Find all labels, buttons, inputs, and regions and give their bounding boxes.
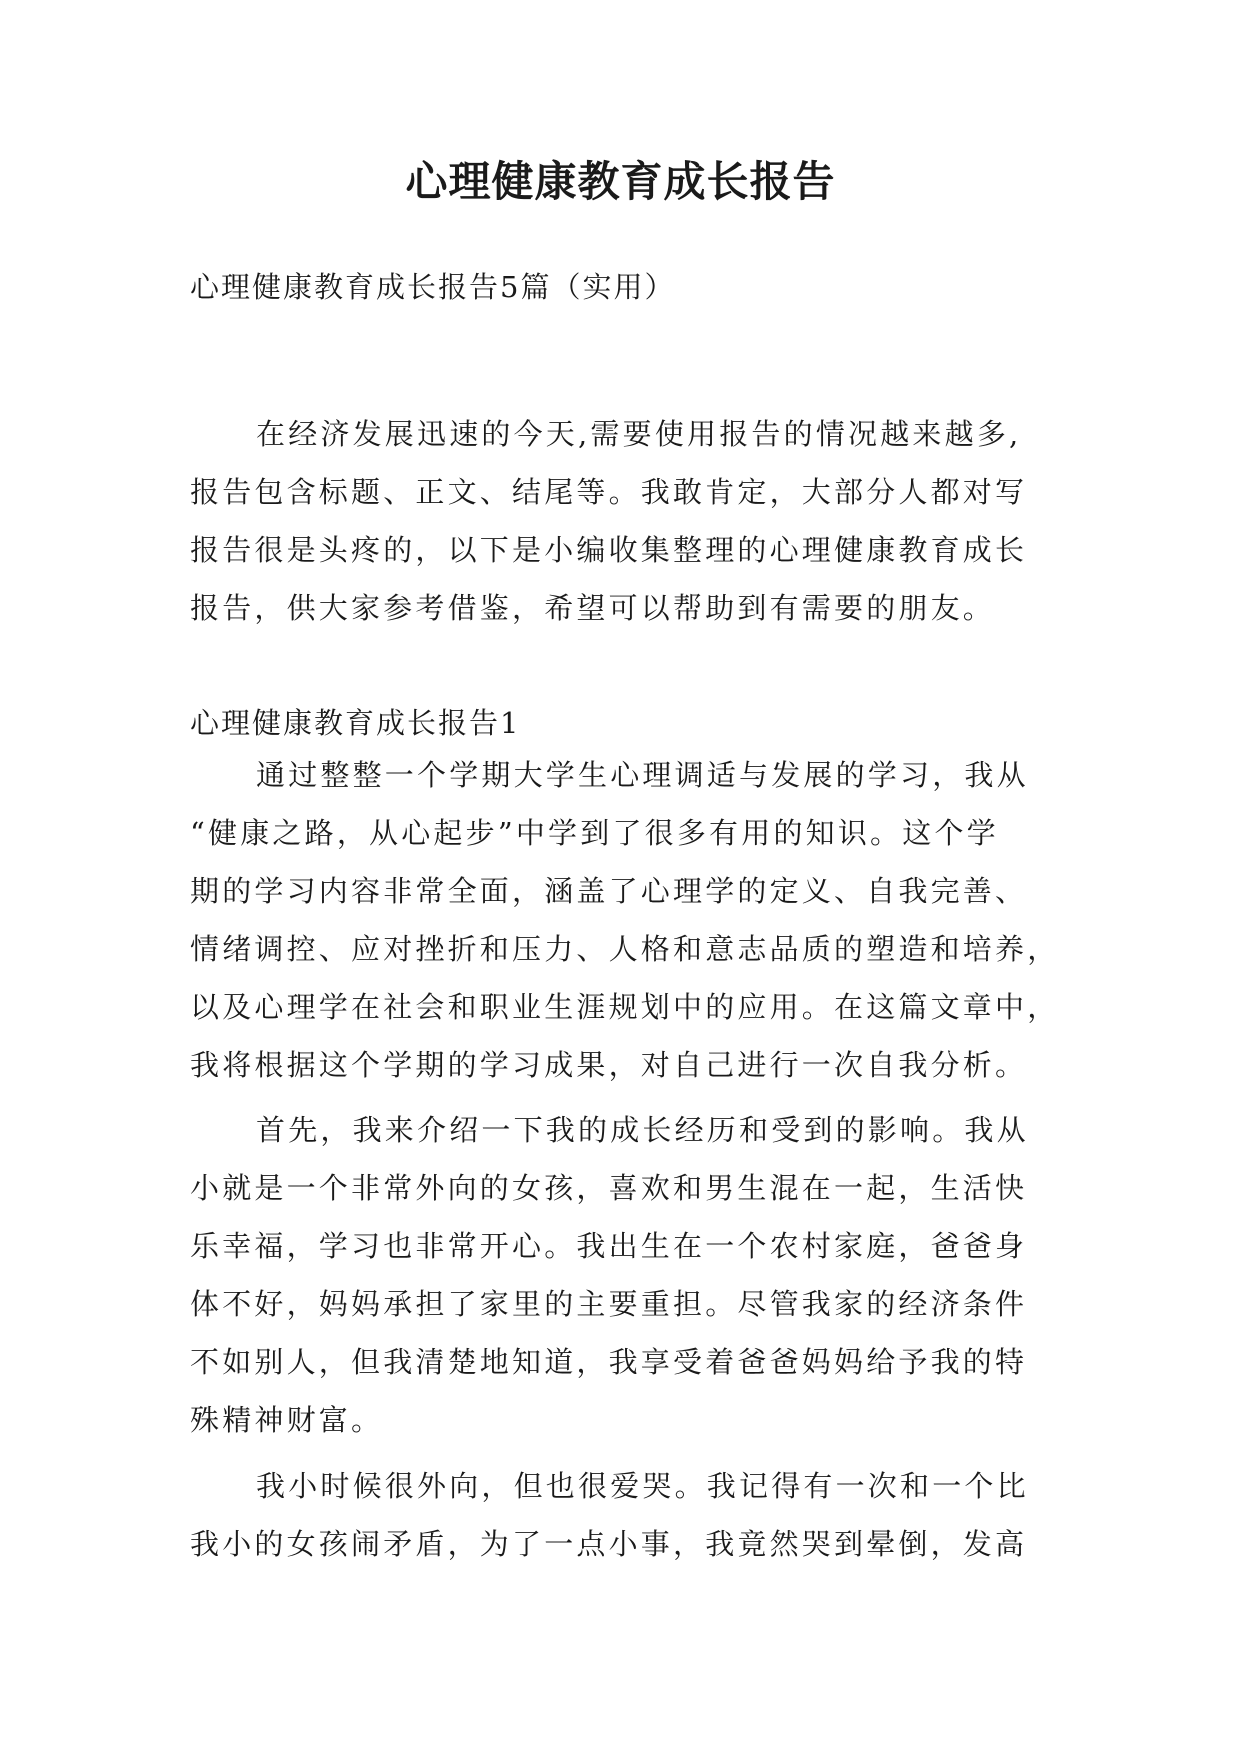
- paragraph-line: 报告，供大家参考借鉴，希望可以帮助到有需要的朋友。: [190, 591, 996, 625]
- paragraph-line: 在经济发展迅速的今天,需要使用报告的情况越来越多,: [256, 417, 1022, 451]
- paragraph-line: 不如别人，但我清楚地知道，我享受着爸爸妈妈给予我的特: [190, 1345, 1028, 1379]
- body-paragraph-3: [190, 1457, 1029, 1573]
- section-heading: 心理健康教育成长报告1: [190, 706, 521, 740]
- body-paragraph-1: [190, 746, 1059, 1094]
- paragraph-line: 殊精神财富。: [190, 1403, 384, 1437]
- paragraph-line: 小就是一个非常外向的女孩，喜欢和男生混在一起，生活快: [190, 1171, 1028, 1205]
- paragraph-line: 我小的女孩闹矛盾，为了一点小事，我竟然哭到晕倒，发高: [190, 1527, 1028, 1561]
- paragraph-line: “健康之路，从心起步”中学到了很多有用的知识。这个学: [190, 816, 999, 850]
- paragraph-line: 报告很是头疼的，以下是小编收集整理的心理健康教育成长: [190, 533, 1028, 567]
- paragraph-line: 我将根据这个学期的学习成果，对自己进行一次自我分析。: [190, 1048, 1028, 1082]
- paragraph-line: 体不好，妈妈承担了家里的主要重担。尽管我家的经济条件: [190, 1287, 1028, 1321]
- paragraph-line: 乐幸福，学习也非常开心。我出生在一个农村家庭，爸爸身: [190, 1229, 1028, 1263]
- document-title: 心理健康教育成长报告: [405, 157, 836, 206]
- body-paragraph-2: [190, 1101, 1029, 1449]
- paragraph-line: 期的学习内容非常全面，涵盖了心理学的定义、自我完善、: [190, 874, 1028, 908]
- paragraph-line: 我小时候很外向，但也很爱哭。我记得有一次和一个比: [256, 1469, 1029, 1503]
- paragraph-line: 情绪调控、应对挫折和压力、人格和意志品质的塑造和培养，: [190, 932, 1060, 966]
- paragraph-line: 通过整整一个学期大学生心理调适与发展的学习，我从: [256, 758, 1029, 792]
- paragraph-line: 以及心理学在社会和职业生涯规划中的应用。在这篇文章中，: [190, 990, 1060, 1024]
- paragraph-line: 报告包含标题、正文、结尾等。我敢肯定，大部分人都对写: [190, 475, 1028, 509]
- intro-paragraph: [190, 405, 1027, 637]
- paragraph-line: 首先，我来介绍一下我的成长经历和受到的影响。我从: [256, 1113, 1029, 1147]
- document-subtitle: 心理健康教育成长报告5篇（实用）: [190, 270, 676, 304]
